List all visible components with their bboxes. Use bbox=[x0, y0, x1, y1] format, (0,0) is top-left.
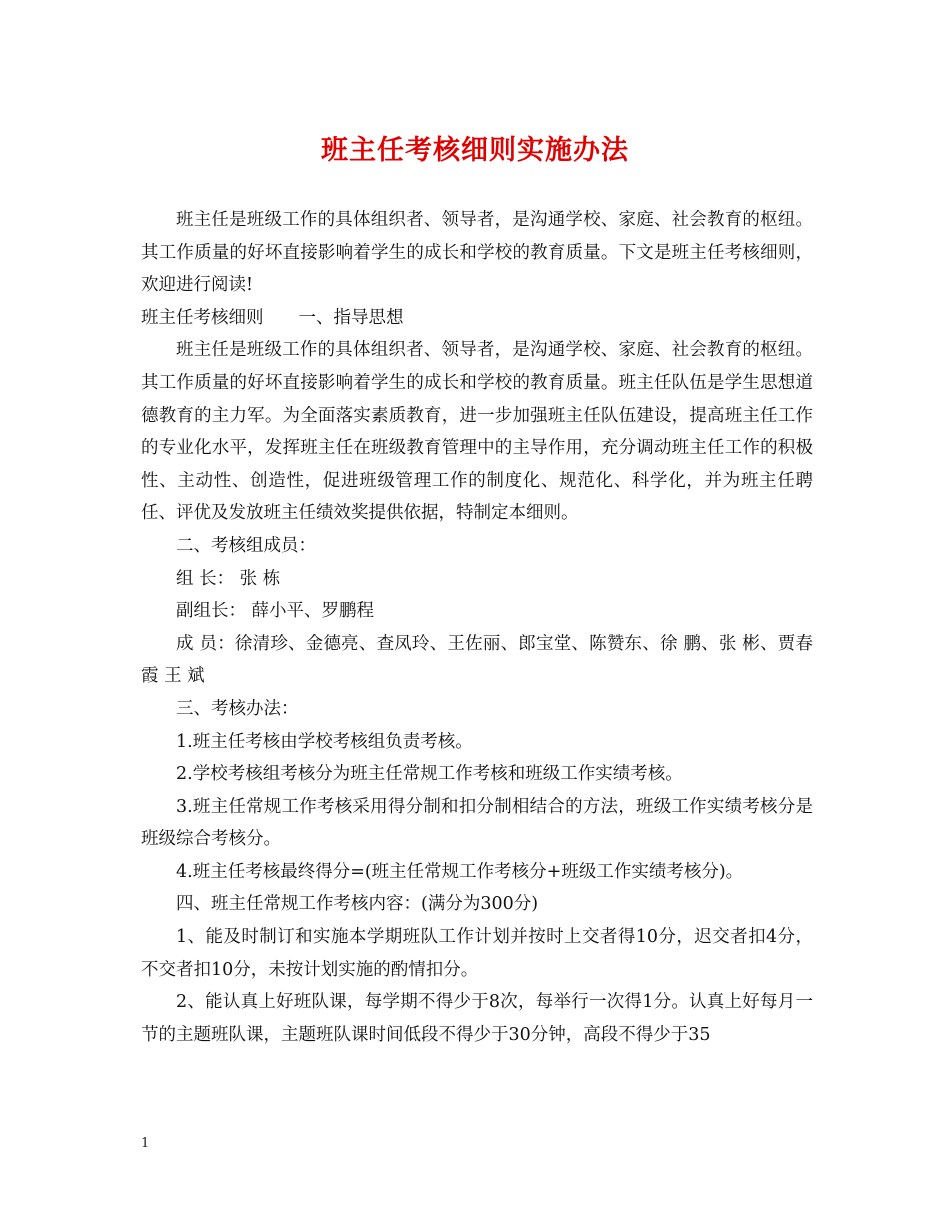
document-title: 班主任考核细则实施办法 bbox=[321, 135, 629, 166]
heading-line-left: 班主任考核细则 bbox=[141, 307, 264, 328]
section2-heading: 二、考核组成员： bbox=[176, 535, 316, 556]
heading-line bbox=[141, 302, 813, 335]
heading-line-right: 一、指导思想 bbox=[298, 307, 404, 328]
method-item: 2.学校考核组考核分为班主任常规工作考核和班级工作实绩考核。 bbox=[176, 764, 683, 785]
method-item: 3.班主任常规工作考核采用得分制和扣分制相结合的方法，班级工作实绩考核分是班级综合考核分。 bbox=[141, 796, 813, 850]
content-item: 1、能及时制订和实施本学期班队工作计划并按时上交者得10分，迟交者扣4分，不交者扣10分，未按计划实施的酌情扣分。 bbox=[141, 927, 813, 980]
leader-line: 组 长： 张 栋 bbox=[176, 568, 281, 589]
document-body bbox=[141, 204, 813, 1051]
guiding-paragraph: 班主任是班级工作的具体组织者、领导者，是沟通学校、家庭、社会教育的枢纽。其工作质量的好坏直接影响着学生的成长和学校的教育质量。班主任队伍是学生思想道德教育的主力军。为全面落实素质教育，进一步加强班主任队伍建设，提高班主任工作的专业化水平，发挥班主任在班级教育管理中的主导作用，充分调动班主任工作的积极性、主动性、创造性，促进班级管理工作的制度化、规范化、科学化，并为班主任聘任、评优及发放班主任绩效奖提供依据，特制定本细则。 bbox=[141, 340, 813, 524]
method-item: 1.班主任考核由学校考核组负责考核。 bbox=[176, 731, 473, 752]
content-item: 2、能认真上好班队课，每学期不得少于8次，每举行一次得1分。认真上好每月一节的主题班队课，主题班队课时间低段不得少于30分钟，高段不得少于35 bbox=[141, 992, 813, 1045]
method-item: 4.班主任考核最终得分=(班主任常规工作考核分+班级工作实绩考核分)。 bbox=[176, 861, 744, 882]
section3-heading: 三、考核办法： bbox=[176, 698, 299, 719]
page-number: 1 bbox=[141, 1136, 150, 1151]
intro-paragraph: 班主任是班级工作的具体组织者、领导者，是沟通学校、家庭、社会教育的枢纽。其工作质量的好坏直接影响着学生的成长和学校的教育质量。下文是班主任考核细则，欢迎进行阅读! bbox=[141, 210, 813, 296]
members-line: 成 员：徐清珍、金德亮、查凤玲、王佐丽、郎宝堂、陈赞东、徐 鹏、张 彬、贾春霞 王 斌 bbox=[141, 633, 813, 687]
deputy-leader-line: 副组长： 薛小平、罗鹏程 bbox=[176, 601, 375, 622]
section4-heading: 四、班主任常规工作考核内容：(满分为300分) bbox=[176, 894, 539, 915]
